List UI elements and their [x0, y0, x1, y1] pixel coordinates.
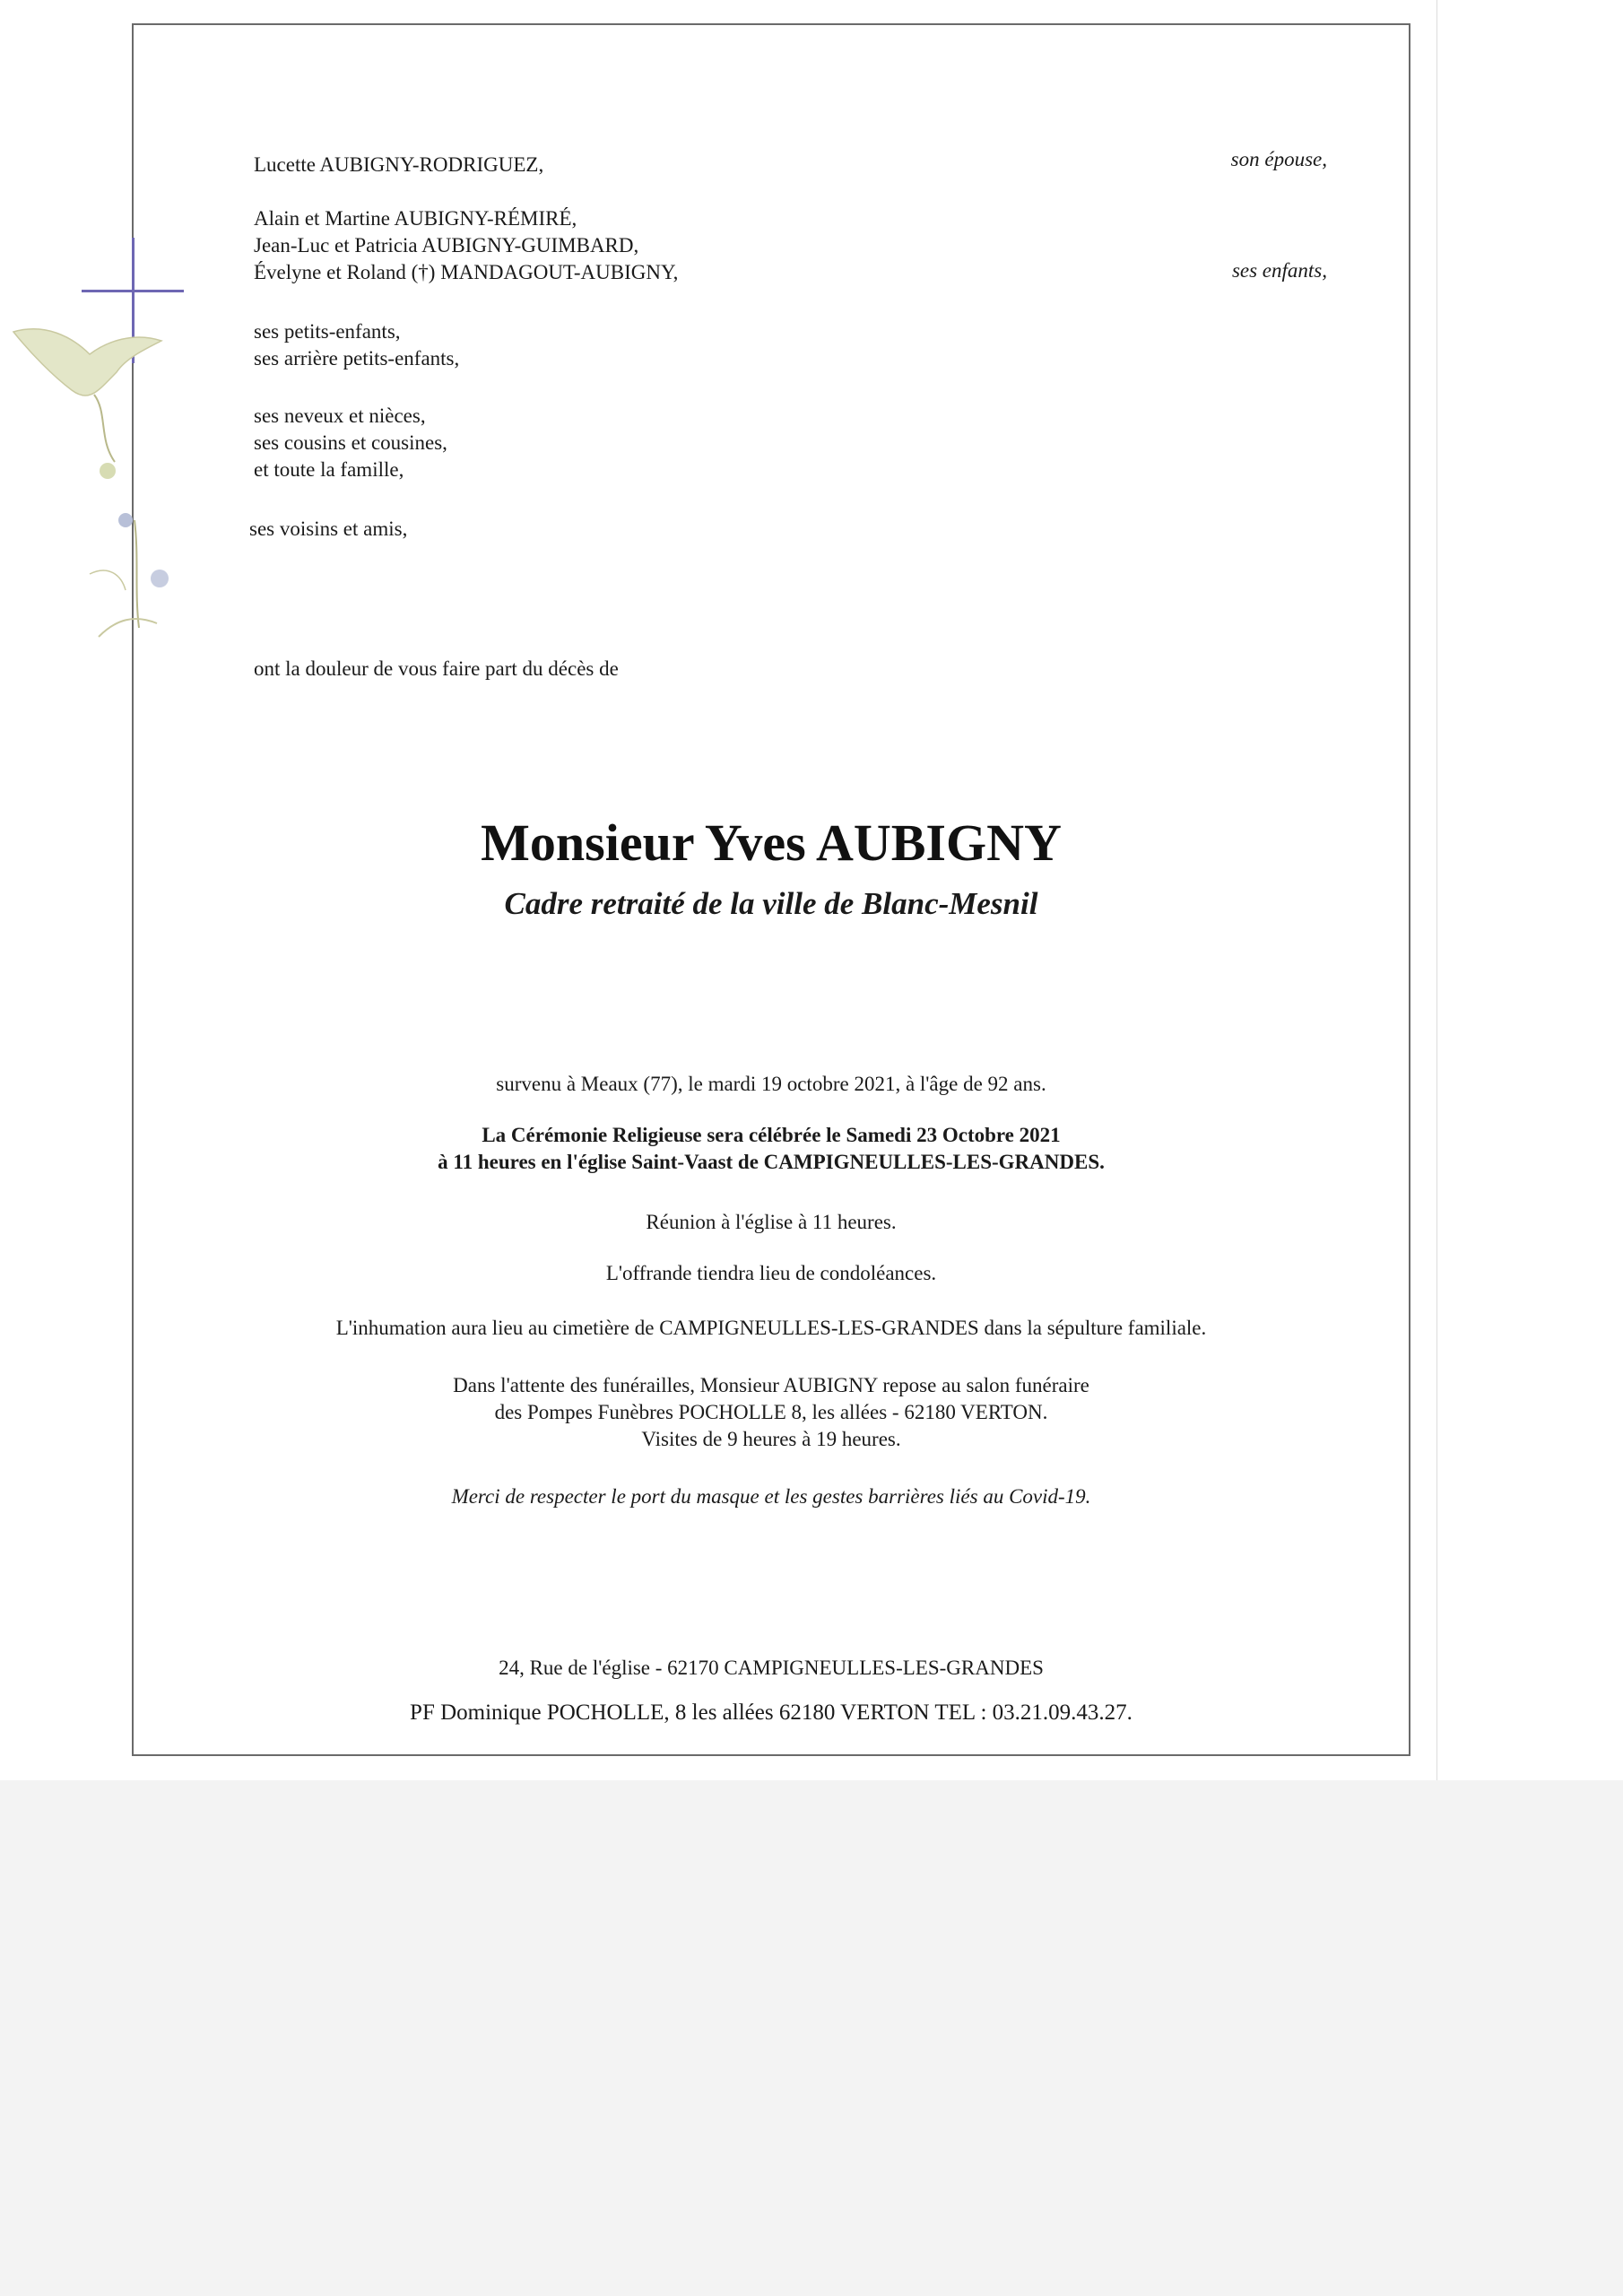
dove-flower-ornament	[9, 305, 215, 682]
great-grandchildren: ses arrière petits-enfants,	[254, 347, 460, 370]
neighbors-friends: ses voisins et amis,	[249, 517, 408, 540]
grandchildren: ses petits-enfants,	[254, 320, 401, 343]
whole-family: et toute la famille,	[254, 458, 404, 481]
spouse-name: Lucette AUBIGNY-RODRIGUEZ,	[254, 153, 544, 176]
cross-icon-bar	[82, 290, 184, 292]
deceased-name: Monsieur Yves AUBIGNY	[481, 813, 1062, 872]
covid-notice: Merci de respecter le port du masque et les gestes barrières liés au Covid-19.	[451, 1485, 1091, 1508]
funeral-home-contact: PF Dominique POCHOLLE, 8 les allées 62180 VERTON TEL : 03.21.09.43.27.	[410, 1700, 1133, 1725]
church-meeting: Réunion à l'église à 11 heures.	[646, 1211, 897, 1233]
footer-address: 24, Rue de l'église - 62170 CAMPIGNEULLES-LES-GRANDES	[499, 1657, 1044, 1679]
repose-line-2: des Pompes Funèbres POCHOLLE 8, les allées - 62180 VERTON.	[494, 1401, 1048, 1423]
visiting-hours: Visites de 9 heures à 19 heures.	[641, 1428, 901, 1450]
child-2: Jean-Luc et Patricia AUBIGNY-GUIMBARD,	[254, 234, 639, 257]
children-role: ses enfants,	[1231, 259, 1327, 282]
scan-background	[0, 1780, 1623, 2296]
burial-details: L'inhumation aura lieu au cimetière de CAMPIGNEULLES-LES-GRANDES dans la sépulture familiale.	[335, 1317, 1207, 1339]
death-details: survenu à Meaux (77), le mardi 19 octobre 2021, à l'âge de 92 ans.	[496, 1073, 1046, 1095]
nephews-nieces: ses neveux et nièces,	[254, 404, 426, 427]
repose-line-1: Dans l'attente des funérailles, Monsieur AUBIGNY repose au salon funéraire	[453, 1374, 1089, 1396]
deceased-title: Cadre retraité de la ville de Blanc-Mesnil	[504, 886, 1038, 921]
ceremony-line-2: à 11 heures en l'église Saint-Vaast de CAMPIGNEULLES-LES-GRANDES.	[438, 1151, 1105, 1173]
child-1: Alain et Martine AUBIGNY-RÉMIRÉ,	[254, 207, 577, 230]
cousins: ses cousins et cousines,	[254, 431, 447, 454]
announcement-text: ont la douleur de vous faire part du décès de	[254, 657, 619, 680]
child-3: Évelyne et Roland (†) MANDAGOUT-AUBIGNY,	[254, 261, 679, 283]
scan-border-line	[1436, 0, 1437, 1780]
offering-note: L'offrande tiendra lieu de condoléances.	[605, 1262, 937, 1284]
spouse-role: son épouse,	[1230, 148, 1327, 170]
ceremony-line-1: La Cérémonie Religieuse sera célébrée le Samedi 23 Octobre 2021	[482, 1124, 1061, 1146]
